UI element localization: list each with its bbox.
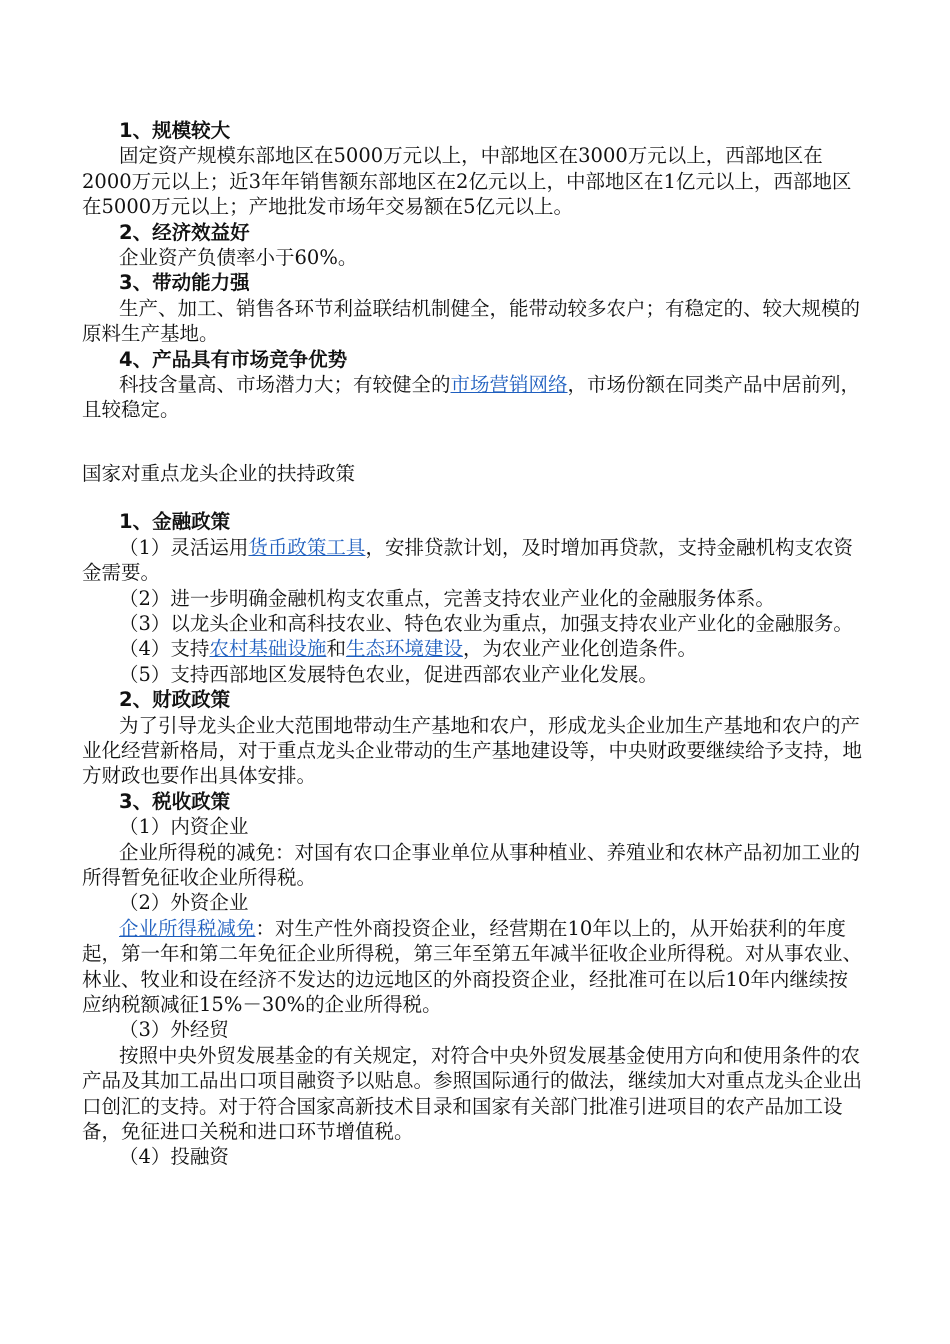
- section-title-fiscal: 2、财政政策: [119, 688, 231, 712]
- section-title-tax: 3、税收政策: [119, 789, 231, 813]
- finance-item-1-post: ，安排贷款计划，及时增加再贷款，支持金融机构支农资金需要。: [82, 535, 853, 585]
- section-text-drive: 生产、加工、销售各环节利益联结机制健全，能带动较多农户；有稳定的、较大规模的原料生产基地。: [82, 296, 861, 346]
- section-title-competition: 4、产品具有市场竞争优势: [119, 347, 348, 371]
- tax-trade-text: 按照中央外贸发展基金的有关规定，对符合中央外贸发展基金使用方向和使用条件的农产品及其加工品出口项目融资予以贴息。参照国际通行的做法，继续加大对重点龙头企业出口创汇的支持。对于符合国家高新技术目录和国家有关部门批准引进项目的农产品加工设备，免征进口关税和进口环节增值税。: [82, 1043, 863, 1144]
- finance-item-5: （5）支持西部地区发展特色农业，促进西部农业产业化发展。: [119, 662, 658, 686]
- finance-item-1-pre: （1）灵活运用: [119, 535, 249, 559]
- rural-infrastructure-link[interactable]: 农村基础设施: [209, 637, 327, 661]
- tax-foreign-text: [82, 916, 862, 1018]
- section-title-finance: 1、金融政策: [119, 510, 231, 534]
- tax-domestic-text: 企业所得税的减免：对国有农口企事业单位从事种植业、养殖业和农林产品初加工业的所得暂免征收企业所得税。: [82, 840, 861, 889]
- finance-item-4-pre: （4）支持: [119, 637, 210, 661]
- section-title-benefit: 2、经济效益好: [119, 220, 250, 244]
- section-title-drive: 3、带动能力强: [119, 271, 250, 295]
- tax-foreign-body: ：对生产性外商投资企业，经营期在10年以上的，从开始获利的年度起，第一年和第二年免征企业所得税，第三年至第五年减半征收企业所得税。对从事农业、林业、牧业和设在经济不发达的边远地区的外商投资企业，经批准可在以后10年内继续按应纳税额减征15%－30%的企业所得税。: [82, 916, 863, 1016]
- finance-item-3: （3）以龙头企业和高科技农业、特色农业为重点，加强支持农业产业化的金融服务。: [119, 611, 853, 635]
- section-title-scale: 1、规模较大: [119, 119, 231, 142]
- section-text-competition: [82, 372, 862, 423]
- finance-item-1: [82, 535, 862, 586]
- section-text-scale: 固定资产规模东部地区在5000万元以上，中部地区在3000万元以上，西部地区在2000万元以上；近3年年销售额东部地区在2亿元以上，中部地区在1亿元以上，西部地区在5000万元以上；产地批发市场年交易额在5亿元以上。: [82, 144, 852, 219]
- section-text-benefit: 企业资产负债率小于60%。: [119, 246, 358, 270]
- competition-text-pre: 科技含量高、市场潜力大；有较健全的: [119, 373, 451, 397]
- monetary-policy-tools-link[interactable]: 货币政策工具: [248, 535, 366, 559]
- policy-heading: 国家对重点龙头企业的扶持政策: [82, 461, 356, 485]
- marketing-network-link[interactable]: 市场营销网络: [450, 373, 568, 397]
- fiscal-text: 为了引导龙头企业大范围地带动生产基地和农户，形成龙头企业加生产基地和农户的产业化经营新格局，对于重点龙头企业带动的生产基地建设等，中央财政要继续给予支持，地方财政也要作出具体安排。: [82, 713, 863, 788]
- document-page: [82, 118, 862, 1170]
- finance-item-4-post: ，为农业产业化创造条件。: [462, 637, 697, 661]
- eco-environment-link[interactable]: 生态环境建设: [345, 637, 463, 661]
- tax-trade-label: （3）外经贸: [119, 1018, 229, 1042]
- tax-investment-label: （4）投融资: [119, 1145, 229, 1169]
- finance-item-4-mid: 和: [326, 637, 346, 661]
- competition-text-post: ，市场份额在同类产品中居前列，且较稳定。: [82, 373, 861, 422]
- tax-foreign-label: （2）外资企业: [119, 891, 249, 915]
- spacer: [82, 486, 862, 509]
- income-tax-reduction-link[interactable]: 企业所得税减免: [119, 916, 256, 940]
- finance-item-2: （2）进一步明确金融机构支农重点，完善支持农业产业化的金融服务体系。: [119, 586, 775, 610]
- finance-item-4: [82, 636, 862, 661]
- tax-domestic-label: （1）内资企业: [119, 815, 249, 839]
- spacer: [82, 423, 862, 461]
